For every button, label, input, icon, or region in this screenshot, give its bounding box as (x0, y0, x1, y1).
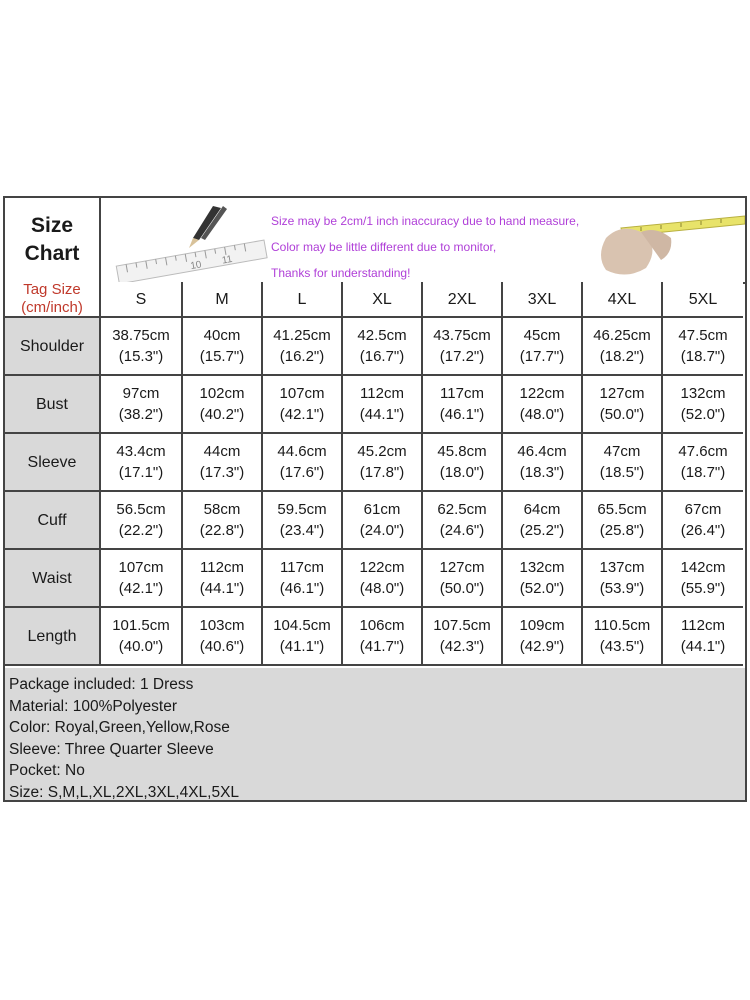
value-inch: (40.0") (118, 638, 164, 655)
size-label: S (135, 290, 147, 308)
measurement-label (5, 608, 101, 666)
measurement-cell (343, 550, 423, 608)
value-cm: 40cm (203, 327, 241, 344)
value-cm: 61cm (363, 501, 401, 518)
value-inch: (55.9") (680, 580, 726, 597)
value-inch: (18.7") (680, 464, 726, 481)
measurement-cell (503, 434, 583, 492)
measurement-cell (583, 608, 663, 666)
measurement-cell (663, 318, 743, 376)
value-cm: 117cm (440, 385, 484, 402)
measurement-cell (663, 492, 743, 550)
size-column-header (101, 282, 183, 318)
size-table (5, 282, 743, 666)
measurement-name: Cuff (37, 511, 67, 529)
value-inch: (46.1") (439, 406, 485, 423)
value-cm: 101.5cm (112, 617, 170, 634)
value-cm: 122cm (359, 559, 405, 576)
value-cm: 43.75cm (433, 327, 491, 344)
measurement-cell (423, 492, 503, 550)
size-column-header (663, 282, 743, 318)
value-inch: (17.2") (439, 348, 485, 365)
value-cm: 132cm (680, 385, 726, 402)
measurement-cell (101, 376, 183, 434)
size-label: XL (372, 290, 392, 308)
value-inch: (38.2") (118, 406, 164, 423)
value-cm: 64cm (523, 501, 561, 518)
value-cm: 45.2cm (357, 443, 407, 460)
value-inch: (50.0") (599, 406, 645, 423)
tape-measure-icon (601, 216, 745, 275)
value-inch: (42.1") (279, 406, 325, 423)
size-label: 4XL (607, 290, 637, 308)
value-cm: 42.5cm (357, 327, 407, 344)
pencil-icon (189, 206, 227, 248)
value-inch: (53.9") (599, 580, 645, 597)
value-cm: 103cm (199, 617, 245, 634)
banner-illustration (101, 198, 745, 282)
value-inch: (16.2") (279, 348, 325, 365)
value-cm: 44cm (203, 443, 241, 460)
value-inch: (18.2") (599, 348, 645, 365)
value-cm: 104.5cm (273, 617, 331, 634)
value-inch: (15.3") (118, 348, 164, 365)
measurement-cell (663, 434, 743, 492)
measurement-cell (343, 608, 423, 666)
value-cm: 45cm (523, 327, 561, 344)
value-cm: 46.25cm (593, 327, 651, 344)
value-cm: 127cm (599, 385, 645, 402)
value-inch: (22.2") (118, 522, 164, 539)
value-inch: (18.3") (519, 464, 565, 481)
measurement-cell (583, 492, 663, 550)
measurement-cell (503, 492, 583, 550)
measurement-cell (101, 492, 183, 550)
value-cm: 56.5cm (116, 501, 166, 518)
measurement-cell (663, 550, 743, 608)
size-column-header (583, 282, 663, 318)
value-cm: 142cm (680, 559, 726, 576)
value-inch: (26.4") (680, 522, 726, 539)
measurement-cell (503, 550, 583, 608)
value-inch: (44.1") (680, 638, 726, 655)
value-inch: (18.5") (599, 464, 645, 481)
package-line: Material: 100%Polyester (9, 697, 177, 715)
size-column-header (423, 282, 503, 318)
value-cm: 44.6cm (277, 443, 327, 460)
package-details (5, 668, 745, 800)
value-inch: (42.9") (519, 638, 565, 655)
value-cm: 127cm (439, 559, 485, 576)
value-inch: (40.6") (199, 638, 245, 655)
value-inch: (17.1") (118, 464, 164, 481)
value-cm: 47.5cm (678, 327, 728, 344)
size-column-header (183, 282, 263, 318)
package-line: Pocket: No (9, 762, 85, 779)
measurement-cell (183, 434, 263, 492)
value-inch: (41.7") (359, 638, 405, 655)
value-inch: (50.0") (439, 580, 485, 597)
value-inch: (44.1") (199, 580, 245, 597)
value-cm: 67cm (684, 501, 722, 518)
size-label: M (215, 290, 229, 308)
value-inch: (41.1") (279, 638, 325, 655)
value-cm: 46.4cm (517, 443, 567, 460)
measurement-cell (101, 434, 183, 492)
value-inch: (42.3") (439, 638, 485, 655)
measurement-cell (343, 318, 423, 376)
value-inch: (25.2") (519, 522, 565, 539)
size-column-header (503, 282, 583, 318)
measurement-name: Bust (35, 395, 68, 413)
value-inch: (52.0") (680, 406, 726, 423)
value-inch: (52.0") (519, 580, 565, 597)
value-cm: 110.5cm (593, 617, 651, 634)
value-cm: 112cm (200, 559, 244, 576)
value-cm: 122cm (519, 385, 565, 402)
size-label: L (297, 290, 307, 308)
value-cm: 107.5cm (433, 617, 491, 634)
measurement-cell (423, 376, 503, 434)
value-inch: (23.4") (279, 522, 325, 539)
value-cm: 97cm (122, 385, 160, 402)
value-inch: (15.7") (199, 348, 245, 365)
tag-size-header (5, 282, 101, 318)
measurement-cell (423, 550, 503, 608)
measurement-cell (583, 376, 663, 434)
measurement-cell (503, 608, 583, 666)
value-cm: 102cm (199, 385, 245, 402)
value-inch: (16.7") (359, 348, 405, 365)
title-line-2: Chart (24, 242, 80, 265)
size-chart-sheet (3, 196, 747, 802)
value-inch: (24.0") (359, 522, 405, 539)
title-line-1: Size (30, 214, 74, 237)
value-cm: 58cm (203, 501, 241, 518)
value-inch: (24.6") (439, 522, 485, 539)
value-cm: 117cm (280, 559, 324, 576)
value-cm: 45.8cm (437, 443, 487, 460)
value-inch: (43.5") (599, 638, 645, 655)
value-cm: 47cm (603, 443, 641, 460)
value-cm: 112cm (360, 385, 404, 402)
measurement-cell (263, 376, 343, 434)
value-inch: (42.1") (118, 580, 164, 597)
measurement-cell (503, 376, 583, 434)
measurement-name: Shoulder (19, 337, 85, 355)
value-inch: (48.0") (519, 406, 565, 423)
note-line: Thanks for understanding! (271, 266, 411, 280)
value-cm: 137cm (599, 559, 645, 576)
value-inch: (17.8") (359, 464, 405, 481)
size-chart-title (5, 198, 101, 282)
value-inch: (18.7") (680, 348, 726, 365)
ruler-number: 10 (189, 259, 203, 273)
value-cm: 62.5cm (437, 501, 487, 518)
measurement-cell (263, 550, 343, 608)
value-inch: (48.0") (359, 580, 405, 597)
ruler-number: 11 (221, 253, 234, 267)
value-inch: (40.2") (199, 406, 245, 423)
package-line: Size: S,M,L,XL,2XL,3XL,4XL,5XL (9, 783, 240, 801)
measurement-cell (583, 434, 663, 492)
package-line: Color: Royal,Green,Yellow,Rose (9, 719, 230, 736)
tag-size-unit: (cm/inch) (21, 299, 83, 316)
size-column-header (343, 282, 423, 318)
package-line: Sleeve: Three Quarter Sleeve (9, 740, 214, 758)
measurement-label (5, 492, 101, 550)
measurement-cell (101, 550, 183, 608)
measurement-cell (423, 318, 503, 376)
size-column-header (263, 282, 343, 318)
measurement-name: Waist (32, 569, 72, 587)
value-cm: 41.25cm (273, 327, 331, 344)
measurement-cell (663, 608, 743, 666)
value-cm: 107cm (118, 559, 164, 576)
measurement-cell (183, 376, 263, 434)
measurement-cell (343, 492, 423, 550)
value-inch: (46.1") (279, 580, 325, 597)
value-inch: (22.8") (199, 522, 245, 539)
measurement-cell (183, 608, 263, 666)
measurement-label (5, 318, 101, 376)
measurement-cell (101, 608, 183, 666)
measurement-cell (503, 318, 583, 376)
value-cm: 65.5cm (597, 501, 647, 518)
value-inch: (18.0") (439, 464, 485, 481)
value-cm: 106cm (359, 617, 405, 634)
measurement-cell (343, 376, 423, 434)
value-cm: 132cm (519, 559, 565, 576)
value-cm: 43.4cm (116, 443, 166, 460)
value-cm: 59.5cm (277, 501, 327, 518)
measurement-cell (263, 434, 343, 492)
note-line: Size may be 2cm/1 inch inaccuracy due to hand measure, (271, 214, 580, 228)
measurement-cell (183, 550, 263, 608)
tag-size-label: Tag Size (23, 281, 81, 298)
measurement-cell (183, 318, 263, 376)
measurement-name: Sleeve (27, 453, 77, 471)
value-inch: (17.6") (279, 464, 325, 481)
measurement-cell (583, 550, 663, 608)
value-cm: 109cm (519, 617, 565, 634)
value-cm: 112cm (681, 617, 725, 634)
measurement-label (5, 550, 101, 608)
measurement-label (5, 434, 101, 492)
size-label: 2XL (447, 290, 477, 308)
value-inch: (17.3") (199, 464, 245, 481)
value-cm: 107cm (279, 385, 325, 402)
measurement-cell (263, 492, 343, 550)
value-inch: (25.8") (599, 522, 645, 539)
size-label: 3XL (527, 290, 557, 308)
measurement-cell (183, 492, 263, 550)
measurement-name: Length (27, 627, 77, 645)
value-cm: 38.75cm (112, 327, 170, 344)
note-line: Color may be little different due to monitor, (271, 240, 497, 254)
measurement-cell (663, 376, 743, 434)
measurement-cell (583, 318, 663, 376)
value-cm: 47.6cm (678, 443, 728, 460)
measurement-cell (343, 434, 423, 492)
measurement-cell (101, 318, 183, 376)
disclaimer-notes (271, 208, 579, 282)
size-label: 5XL (688, 290, 718, 308)
measurement-cell (423, 434, 503, 492)
measurement-label (5, 376, 101, 434)
measurement-cell (263, 608, 343, 666)
value-inch: (44.1") (359, 406, 405, 423)
measurement-cell (263, 318, 343, 376)
chart-banner (5, 198, 745, 284)
value-inch: (17.7") (519, 348, 565, 365)
measurement-cell (423, 608, 503, 666)
package-line: Package included: 1 Dress (9, 676, 194, 693)
